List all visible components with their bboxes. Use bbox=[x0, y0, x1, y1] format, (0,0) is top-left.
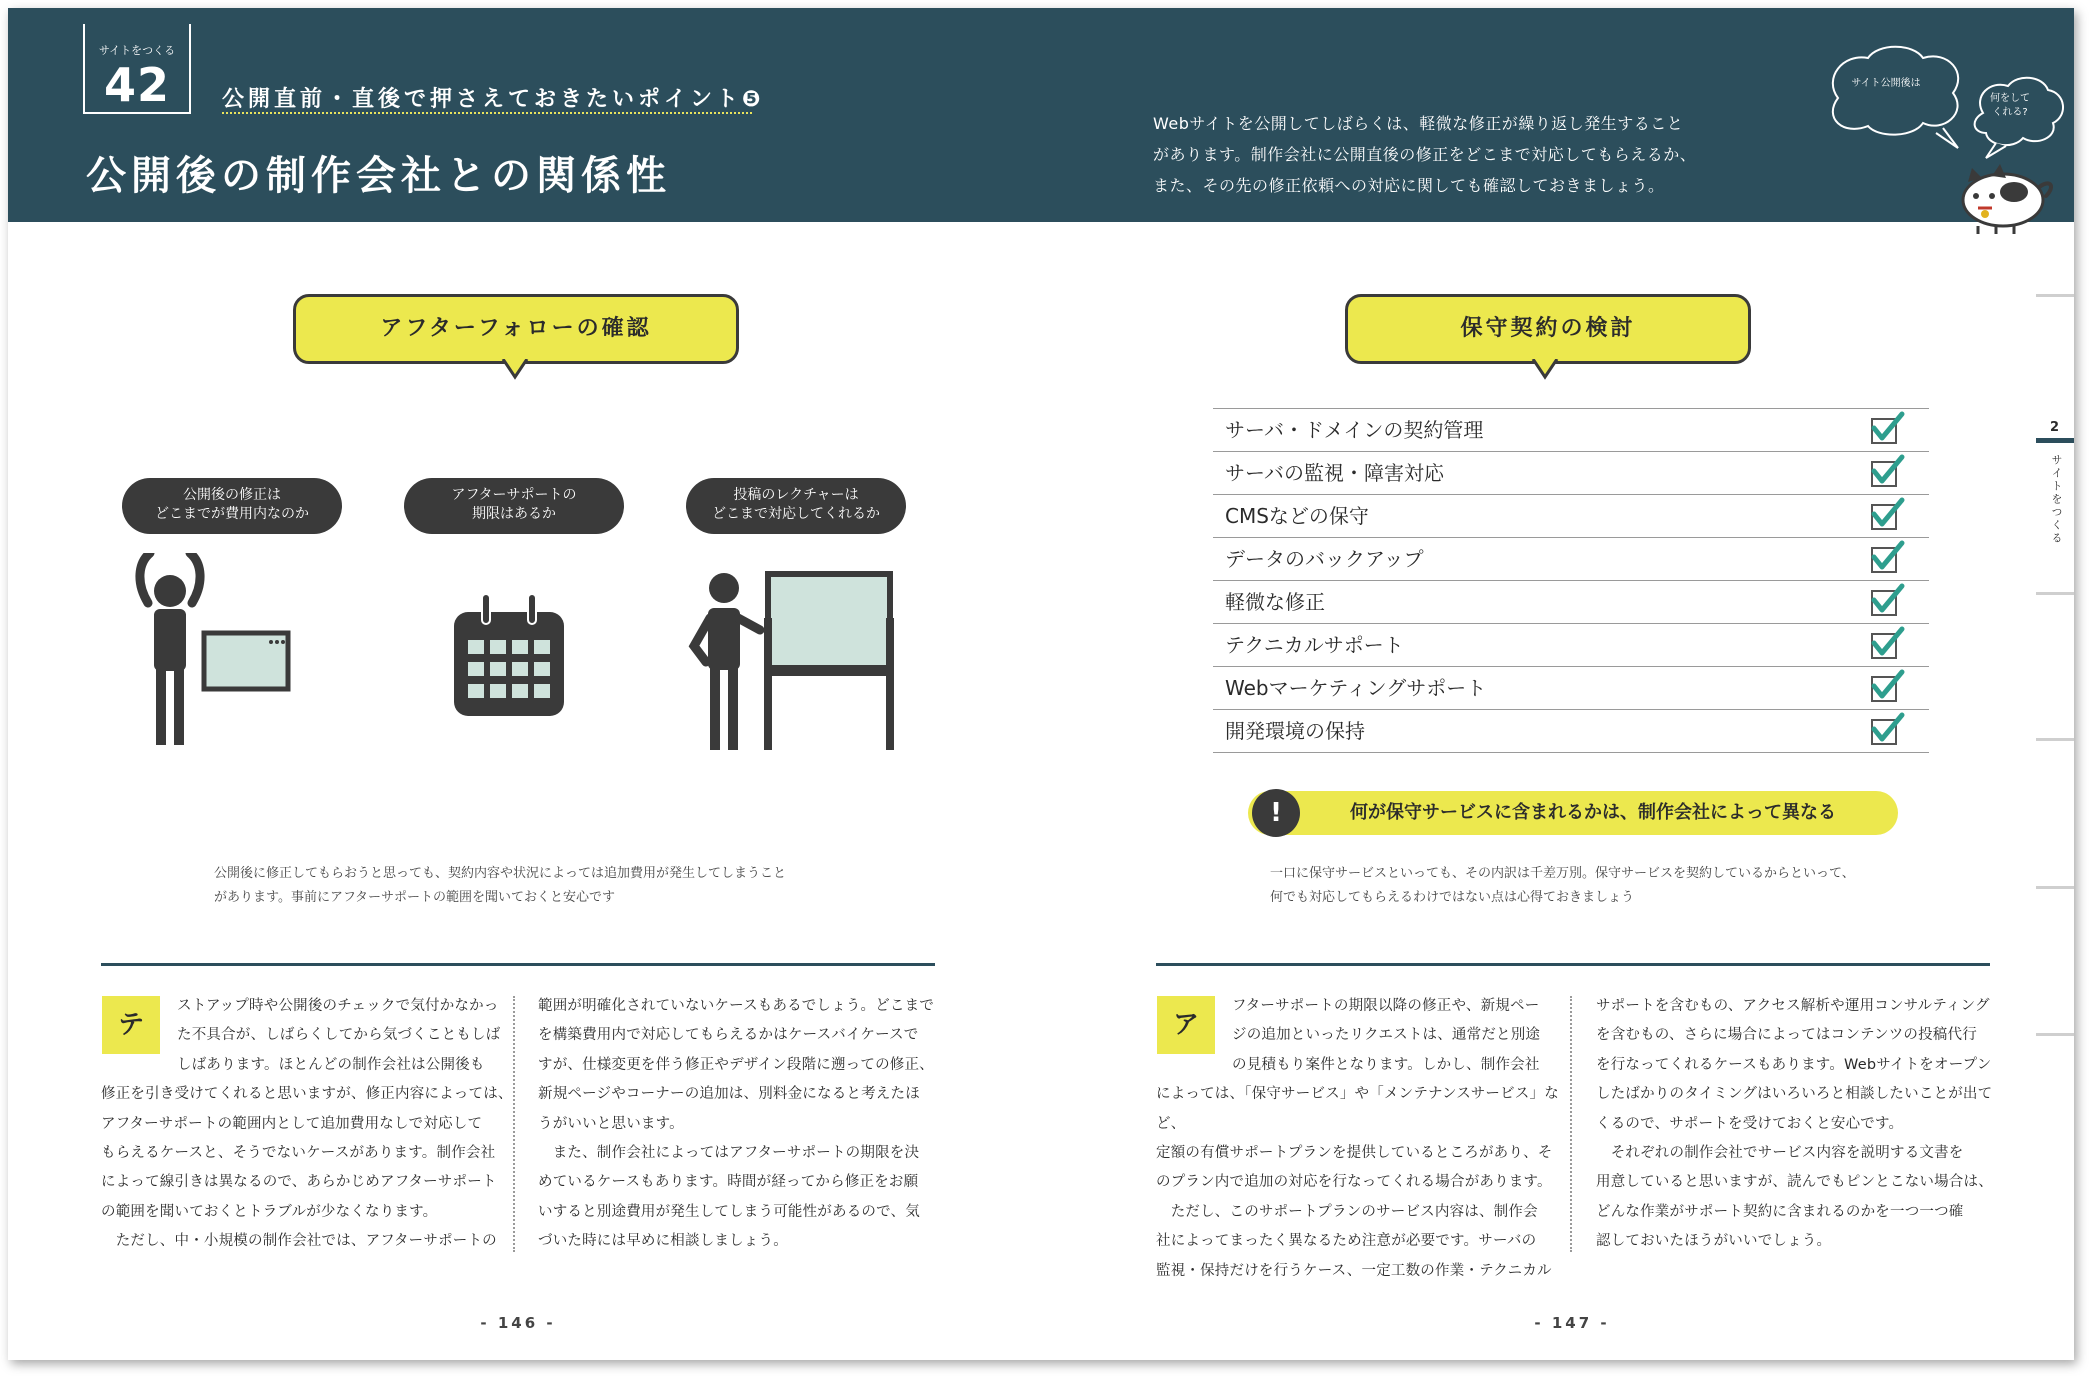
body-line: アフターサポートの範囲内として追加費用なしで対応して bbox=[101, 1115, 483, 1132]
checklist-label: Webマーケティングサポート bbox=[1225, 676, 1487, 700]
column-divider bbox=[513, 996, 515, 1252]
body-line: それぞれの制作会社でサービス内容を説明する文書を bbox=[1596, 1145, 1964, 1162]
pill-line: どこまで対応してくれるか bbox=[712, 506, 880, 522]
tab-marker bbox=[2036, 294, 2074, 297]
body-line: ただし、中・小規模の制作会社では、アフターサポートの bbox=[101, 1233, 497, 1250]
exclamation-icon: ! bbox=[1252, 789, 1300, 837]
body-line: しばあります。ほとんどの制作会社は公開後も bbox=[177, 1056, 485, 1073]
body-line: ジの追加といったリクエストは、通常だと別途 bbox=[1232, 1027, 1541, 1044]
pill-line: どこまでが費用内なのか bbox=[155, 506, 309, 522]
right-body-col2 bbox=[1596, 992, 2006, 1257]
checkmarks-layer bbox=[1868, 408, 1928, 758]
left-page-number: - 146 - bbox=[480, 1314, 556, 1332]
checklist-label: 軽微な修正 bbox=[1225, 590, 1325, 614]
body-line: の範囲を聞いておくとトラブルが少なくなります。 bbox=[101, 1203, 438, 1220]
body-line: 社によってまったく異なるため注意が必要です。サーバの bbox=[1156, 1233, 1537, 1250]
right-body-col1 bbox=[1156, 992, 1568, 1286]
section-number: 42 bbox=[103, 58, 170, 112]
body-line: のプラン内で追加の対応を行なってくれる場合があります。 bbox=[1156, 1174, 1552, 1191]
column-divider bbox=[1570, 996, 1572, 1252]
pill-line: 期限はあるか bbox=[472, 506, 556, 522]
magazine-spread bbox=[8, 8, 2074, 1360]
lead-line: があります。制作会社に公開直後の修正をどこまで対応してもらえるか、 bbox=[1153, 145, 1697, 164]
checklist-label: サーバの監視・障害対応 bbox=[1225, 461, 1444, 485]
calendar-icon bbox=[446, 588, 576, 728]
section-kicker: サイトをつくる bbox=[98, 44, 176, 57]
body-line: を構築費用内で対応してもらえるかはケースバイケースで bbox=[538, 1027, 919, 1044]
body-line: どんな作業がサポート契約に含まれるのかを一つ一つ確 bbox=[1596, 1203, 1964, 1220]
left-body-col2 bbox=[538, 992, 948, 1257]
lead-text bbox=[1153, 108, 1753, 201]
body-line: によっては、「保守サービス」や「メンテナンスサービス」など、 bbox=[1156, 1086, 1559, 1132]
body-line: いすると別途費用が発生してしまう可能性があるので、気 bbox=[538, 1203, 920, 1220]
body-line: 監視・保持だけを行うケース、一定工数の作業・テクニカル bbox=[1156, 1262, 1552, 1279]
body-line: くるので、サポートを受けておくと安心です。 bbox=[1596, 1115, 1904, 1132]
alert-banner bbox=[1248, 791, 1898, 835]
right-drop-cap: ア bbox=[1157, 996, 1215, 1054]
tab-marker bbox=[2036, 1033, 2074, 1036]
caption-line: 一口に保守サービスといっても、その内訳は千差万別。保守サービスを契約しているからといって、 bbox=[1270, 866, 1855, 881]
tab-marker bbox=[2036, 886, 2074, 889]
body-line: を行なってくれるケースもあります。Webサイトをオープン bbox=[1596, 1056, 1992, 1073]
body-line: 新規ページやコーナーの追加は、別料金になると考えたほ bbox=[538, 1086, 920, 1103]
page-title: 公開後の制作会社との関係性 bbox=[86, 153, 671, 199]
tab-marker bbox=[2036, 592, 2074, 595]
body-line: ただし、このサポートプランのサービス内容は、制作会 bbox=[1156, 1203, 1538, 1220]
body-line: サポートを含むもの、アクセス解析や運用コンサルティング bbox=[1596, 998, 1990, 1014]
body-line: めているケースもあります。時間が経ってから修正をお願 bbox=[538, 1174, 919, 1191]
left-drop-cap: テ bbox=[102, 996, 160, 1054]
left-section-heading: アフターフォローの確認 bbox=[293, 294, 739, 364]
checklist-row bbox=[1213, 666, 1929, 709]
pill-line: アフターサポートの bbox=[451, 487, 577, 503]
alert-text: 何が保守サービスに含まれるかは、制作会社によって異なる bbox=[1350, 802, 1836, 823]
maintenance-checklist bbox=[1213, 408, 1929, 768]
speech-left-text: サイト公開後は bbox=[1851, 78, 1921, 89]
section-subtitle: 公開直前・直後で押さえておきたいポイント❺ bbox=[222, 87, 765, 112]
pill-line: 投稿のレクチャーは bbox=[733, 487, 859, 503]
body-line: づいた時には早めに相談しましょう。 bbox=[538, 1233, 788, 1250]
tab-marker bbox=[2036, 738, 2074, 741]
checklist-row bbox=[1213, 494, 1929, 537]
checklist-row bbox=[1213, 537, 1929, 580]
left-body-col1 bbox=[101, 992, 513, 1257]
heading-pointer bbox=[501, 359, 529, 381]
point-pill bbox=[122, 478, 342, 534]
body-line: また、制作会社によってはアフターサポートの期限を決 bbox=[538, 1145, 920, 1162]
body-line: うがいいと思います。 bbox=[538, 1115, 684, 1132]
body-line: を含むもの、さらに場合によってはコンテンツの投稿代行 bbox=[1596, 1027, 1977, 1044]
caption-line: 公開後に修正してもらおうと思っても、契約内容や状況によっては追加費用が発生してしまうこと bbox=[214, 866, 787, 881]
speech-right-line: 何をして bbox=[1990, 93, 2030, 104]
point-pill bbox=[404, 478, 624, 534]
body-line: 範囲が明確化されていないケースもあるでしょう。どこまで bbox=[538, 998, 935, 1014]
body-line: したばかりのタイミングはいろいろと相談したいことが出て bbox=[1596, 1086, 1993, 1103]
body-line: もらえるケースと、そうでないケースがあります。制作会社 bbox=[101, 1145, 496, 1162]
checklist-label: サーバ・ドメインの契約管理 bbox=[1225, 418, 1484, 442]
body-line: によって線引きは異なるので、あらかじめアフターサポート bbox=[101, 1174, 497, 1191]
checklist-label: データのバックアップ bbox=[1225, 547, 1424, 571]
speech-right-line: くれる? bbox=[1992, 107, 2028, 118]
right-section-heading: 保守契約の検討 bbox=[1345, 294, 1751, 364]
body-line: の見積もり案件となります。しかし、制作会社 bbox=[1232, 1056, 1540, 1073]
checklist-row bbox=[1213, 451, 1929, 494]
cat-mascot-icon bbox=[1948, 158, 2058, 238]
person-with-window-icon bbox=[128, 553, 318, 753]
checklist-label: 開発環境の保持 bbox=[1225, 719, 1365, 743]
speech-right-text bbox=[1980, 92, 2040, 120]
body-line: た不具合が、しばらくしてから気づくこともしば bbox=[177, 1027, 501, 1044]
heading-pointer bbox=[1531, 359, 1559, 381]
body-line: 認しておいたほうがいいでしょう。 bbox=[1596, 1233, 1832, 1250]
lead-line: Webサイトを公開してしばらくは、軽微な修正が繰り返し発生すること bbox=[1153, 114, 1684, 133]
point-pill bbox=[686, 478, 906, 534]
checklist-row bbox=[1213, 408, 1929, 451]
caption-line: 何でも対応してもらえるわけではない点は心得ておきましょう bbox=[1270, 890, 1635, 905]
side-tab-number: 2 bbox=[2050, 420, 2060, 435]
checklist-row bbox=[1213, 580, 1929, 623]
pill-line: 公開後の修正は bbox=[183, 487, 281, 503]
side-tab-label: サイトをつくる bbox=[2050, 454, 2063, 545]
right-divider bbox=[1156, 963, 1990, 966]
subtitle-underline bbox=[222, 112, 752, 114]
section-number-box bbox=[83, 24, 191, 114]
body-line: ストアップ時や公開後のチェックで気付かなかっ bbox=[177, 998, 499, 1014]
lead-line: また、その先の修正依頼への対応に関しても確認しておきましょう。 bbox=[1153, 176, 1665, 195]
body-line: フターサポートの期限以降の修正や、新規ペー bbox=[1232, 998, 1540, 1014]
checklist-row bbox=[1213, 623, 1929, 666]
right-caption bbox=[1270, 862, 1970, 910]
body-line: 用意していると思いますが、読んでもピンとこない場合は、 bbox=[1596, 1174, 1993, 1191]
right-page-number: - 147 - bbox=[1534, 1314, 1610, 1332]
checklist-label: CMSなどの保守 bbox=[1225, 504, 1369, 528]
left-caption bbox=[214, 862, 914, 910]
checklist-label: テクニカルサポート bbox=[1225, 633, 1404, 657]
left-divider bbox=[101, 963, 935, 966]
person-with-whiteboard-icon bbox=[688, 566, 908, 756]
tab-marker-active bbox=[2036, 438, 2074, 443]
body-line: 修正を引き受けてくれると思いますが、修正内容によっては、 bbox=[101, 1086, 513, 1103]
body-line: すが、仕様変更を伴う修正やデザイン段階に遡っての修正、 bbox=[538, 1056, 934, 1073]
body-line: 定額の有償サポートプランを提供しているところがあり、そ bbox=[1156, 1145, 1553, 1162]
caption-line: があります。事前にアフターサポートの範囲を聞いておくと安心です bbox=[214, 890, 616, 905]
checklist-row bbox=[1213, 709, 1929, 753]
